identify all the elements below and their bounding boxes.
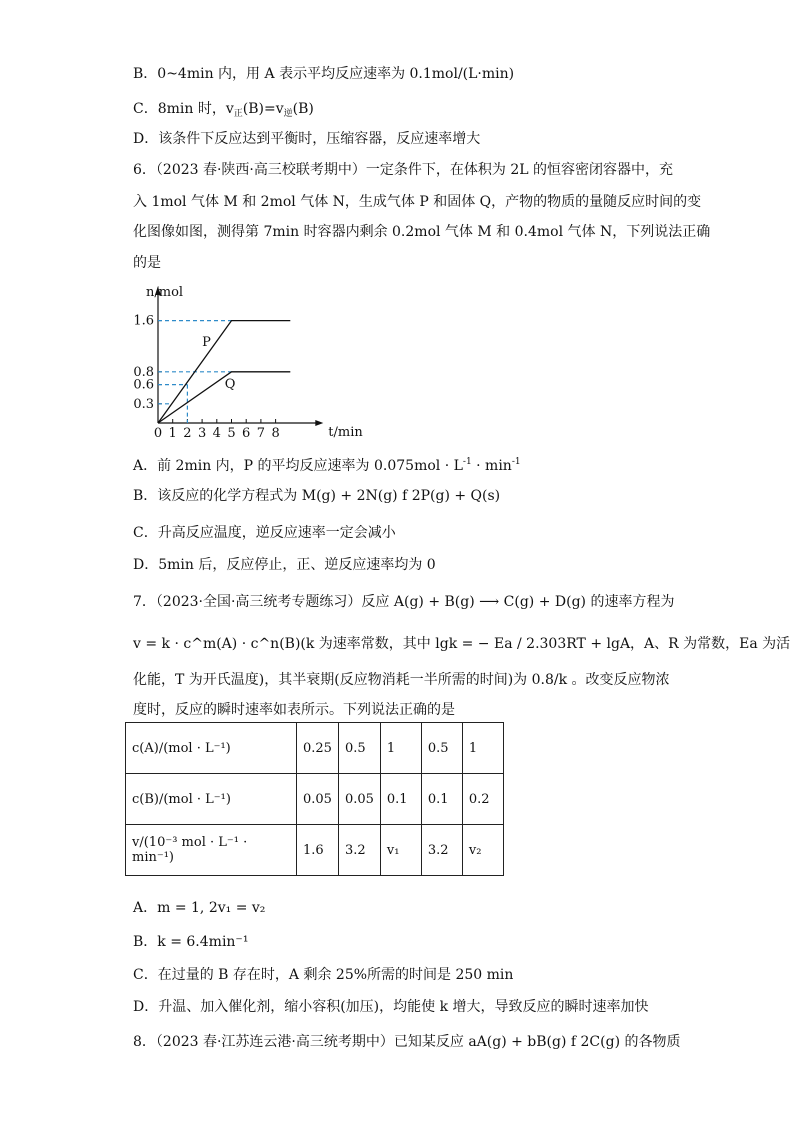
q5-option-c — [133, 99, 314, 124]
q5-option-c-pre: C．8min 时，v — [133, 101, 234, 117]
q5-option-c-mid: (B)=v — [242, 101, 284, 117]
series-label-q: Q — [224, 376, 236, 392]
q7-option-b: B．k = 6.4min⁻¹ — [133, 934, 249, 950]
q5-option-c-sub2: 逆 — [283, 109, 293, 119]
q6-option-c: C．升高反应温度，逆反应速率一定会减小 — [133, 525, 396, 541]
table-cell: c(B)/(mol · L⁻¹) — [126, 774, 297, 825]
y-tick-label: 0.8 — [133, 364, 154, 380]
table-cell: c(A)/(mol · L⁻¹) — [126, 723, 297, 774]
table-cell: 0.25 — [297, 723, 339, 774]
table-cell: 0.1 — [421, 774, 462, 825]
y-tick-label: 0.6 — [133, 377, 154, 393]
table-cell: 3.2 — [338, 825, 380, 876]
table-cell: v₂ — [462, 825, 503, 876]
table-cell: 0.05 — [338, 774, 380, 825]
table-cell: 0.5 — [421, 723, 462, 774]
q8-stem-line1: 8．（2023 春·江苏连云港·高三统考期中）已知某反应 aA(g) + bB(g) f 2C(g) 的各物质 — [133, 1034, 681, 1050]
q7-option-c: C．在过量的 B 存在时，A 剩余 25%所需的时间是 250 min — [133, 967, 514, 983]
table-cell: v₁ — [380, 825, 421, 876]
q7-option-a: A．m = 1, 2v₁ = v₂ — [133, 900, 266, 916]
table-cell: 1 — [462, 723, 503, 774]
x-axis-label: t/min — [328, 425, 363, 440]
y-tick-label: 1.6 — [133, 313, 154, 329]
table-row — [126, 774, 504, 825]
x-tick-label: 8 — [271, 426, 280, 441]
table-cell: 0.5 — [338, 723, 380, 774]
table-row — [126, 723, 504, 774]
table-cell: 1.6 — [297, 825, 339, 876]
x-axis-arrow — [315, 420, 323, 426]
x-tick-label: 4 — [212, 426, 221, 441]
x-tick-label: 3 — [197, 426, 207, 441]
table-row — [126, 825, 504, 876]
table-cell: v/(10⁻³ mol · L⁻¹ · min⁻¹) — [126, 825, 297, 876]
table-cell: 1 — [380, 723, 421, 774]
q6-stem-line4: 的是 — [133, 255, 161, 271]
table-cell: 0.2 — [462, 774, 503, 825]
q6-option-b: B．该反应的化学方程式为 M(g) + 2N(g) f 2P(g) + Q(s) — [133, 488, 501, 504]
q5-option-b: B．0~4min 内，用 A 表示平均反应速率为 0.1mol/(L·min) — [133, 66, 515, 82]
table-cell: 0.05 — [297, 774, 339, 825]
series-label-p: P — [202, 335, 211, 351]
x-tick-label: 7 — [256, 426, 266, 441]
q7-rate-table — [125, 722, 504, 876]
q6-option-d: D．5min 后，反应停止，正、逆反应速率均为 0 — [133, 557, 436, 573]
q7-stem-line2: v = k · c^m(A) · c^n(B)(k 为速率常数，其中 lgk = − Ea / 2.303RT + lgA，A、R 为常数，Ea 为活 — [133, 636, 791, 652]
q5-option-c-sub1: 正 — [233, 109, 243, 119]
q5-option-d: D．该条件下反应达到平衡时，压缩容器，反应速率增大 — [133, 131, 481, 147]
q6-option-a-exp1: -1 — [462, 457, 472, 467]
q6-stem-line1: 6．（2023 春·陕西·高三校联考期中）一定条件下，在体积为 2L 的恒容密闭容器中，充 — [133, 162, 673, 178]
q6-graph — [120, 280, 363, 445]
x-tick-label: 5 — [227, 426, 236, 441]
table-cell: 3.2 — [421, 825, 462, 876]
y-tick-label: 0.3 — [133, 396, 154, 412]
x-tick-label: 0 — [153, 426, 163, 441]
q6-stem-line2: 入 1mol 气体 M 和 2mol 气体 N，生成气体 P 和固体 Q，产物的物质的量随反应时间的变 — [133, 194, 702, 210]
q7-stem-line3: 化能，T 为开氏温度)，其半衰期(反应物消耗一半所需的时间)为 0.8/k 。改变反应物浓 — [133, 672, 670, 688]
q5-option-c-post: (B) — [292, 101, 314, 117]
q6-option-a — [133, 452, 521, 476]
x-tick-label: 2 — [183, 426, 192, 441]
y-axis-label: n/mol — [146, 285, 184, 300]
x-tick-label: 1 — [168, 426, 177, 441]
q7-option-d: D．升温、加入催化剂，缩小容积(加压)，均能使 k 增大，导致反应的瞬时速率加快 — [133, 999, 649, 1015]
x-tick-label: 6 — [242, 426, 251, 441]
q6-option-a-mid: · min — [471, 458, 512, 474]
table-cell: 0.1 — [380, 774, 421, 825]
q7-stem-line1: 7．（2023·全国·高三统考专题练习）反应 A(g) + B(g) ⟶ C(g) + D(g) 的速率方程为 — [133, 594, 675, 610]
q6-stem-line3: 化图像如图，测得第 7min 时容器内剩余 0.2mol 气体 M 和 0.4mol 气体 N，下列说法正确 — [133, 224, 711, 240]
q6-option-a-pre: A．前 2min 内，P 的平均反应速率为 0.075mol · L — [133, 458, 463, 474]
q6-option-a-exp2: -1 — [511, 457, 521, 467]
q7-stem-line4: 度时，反应的瞬时速率如表所示。下列说法正确的是 — [133, 702, 455, 718]
